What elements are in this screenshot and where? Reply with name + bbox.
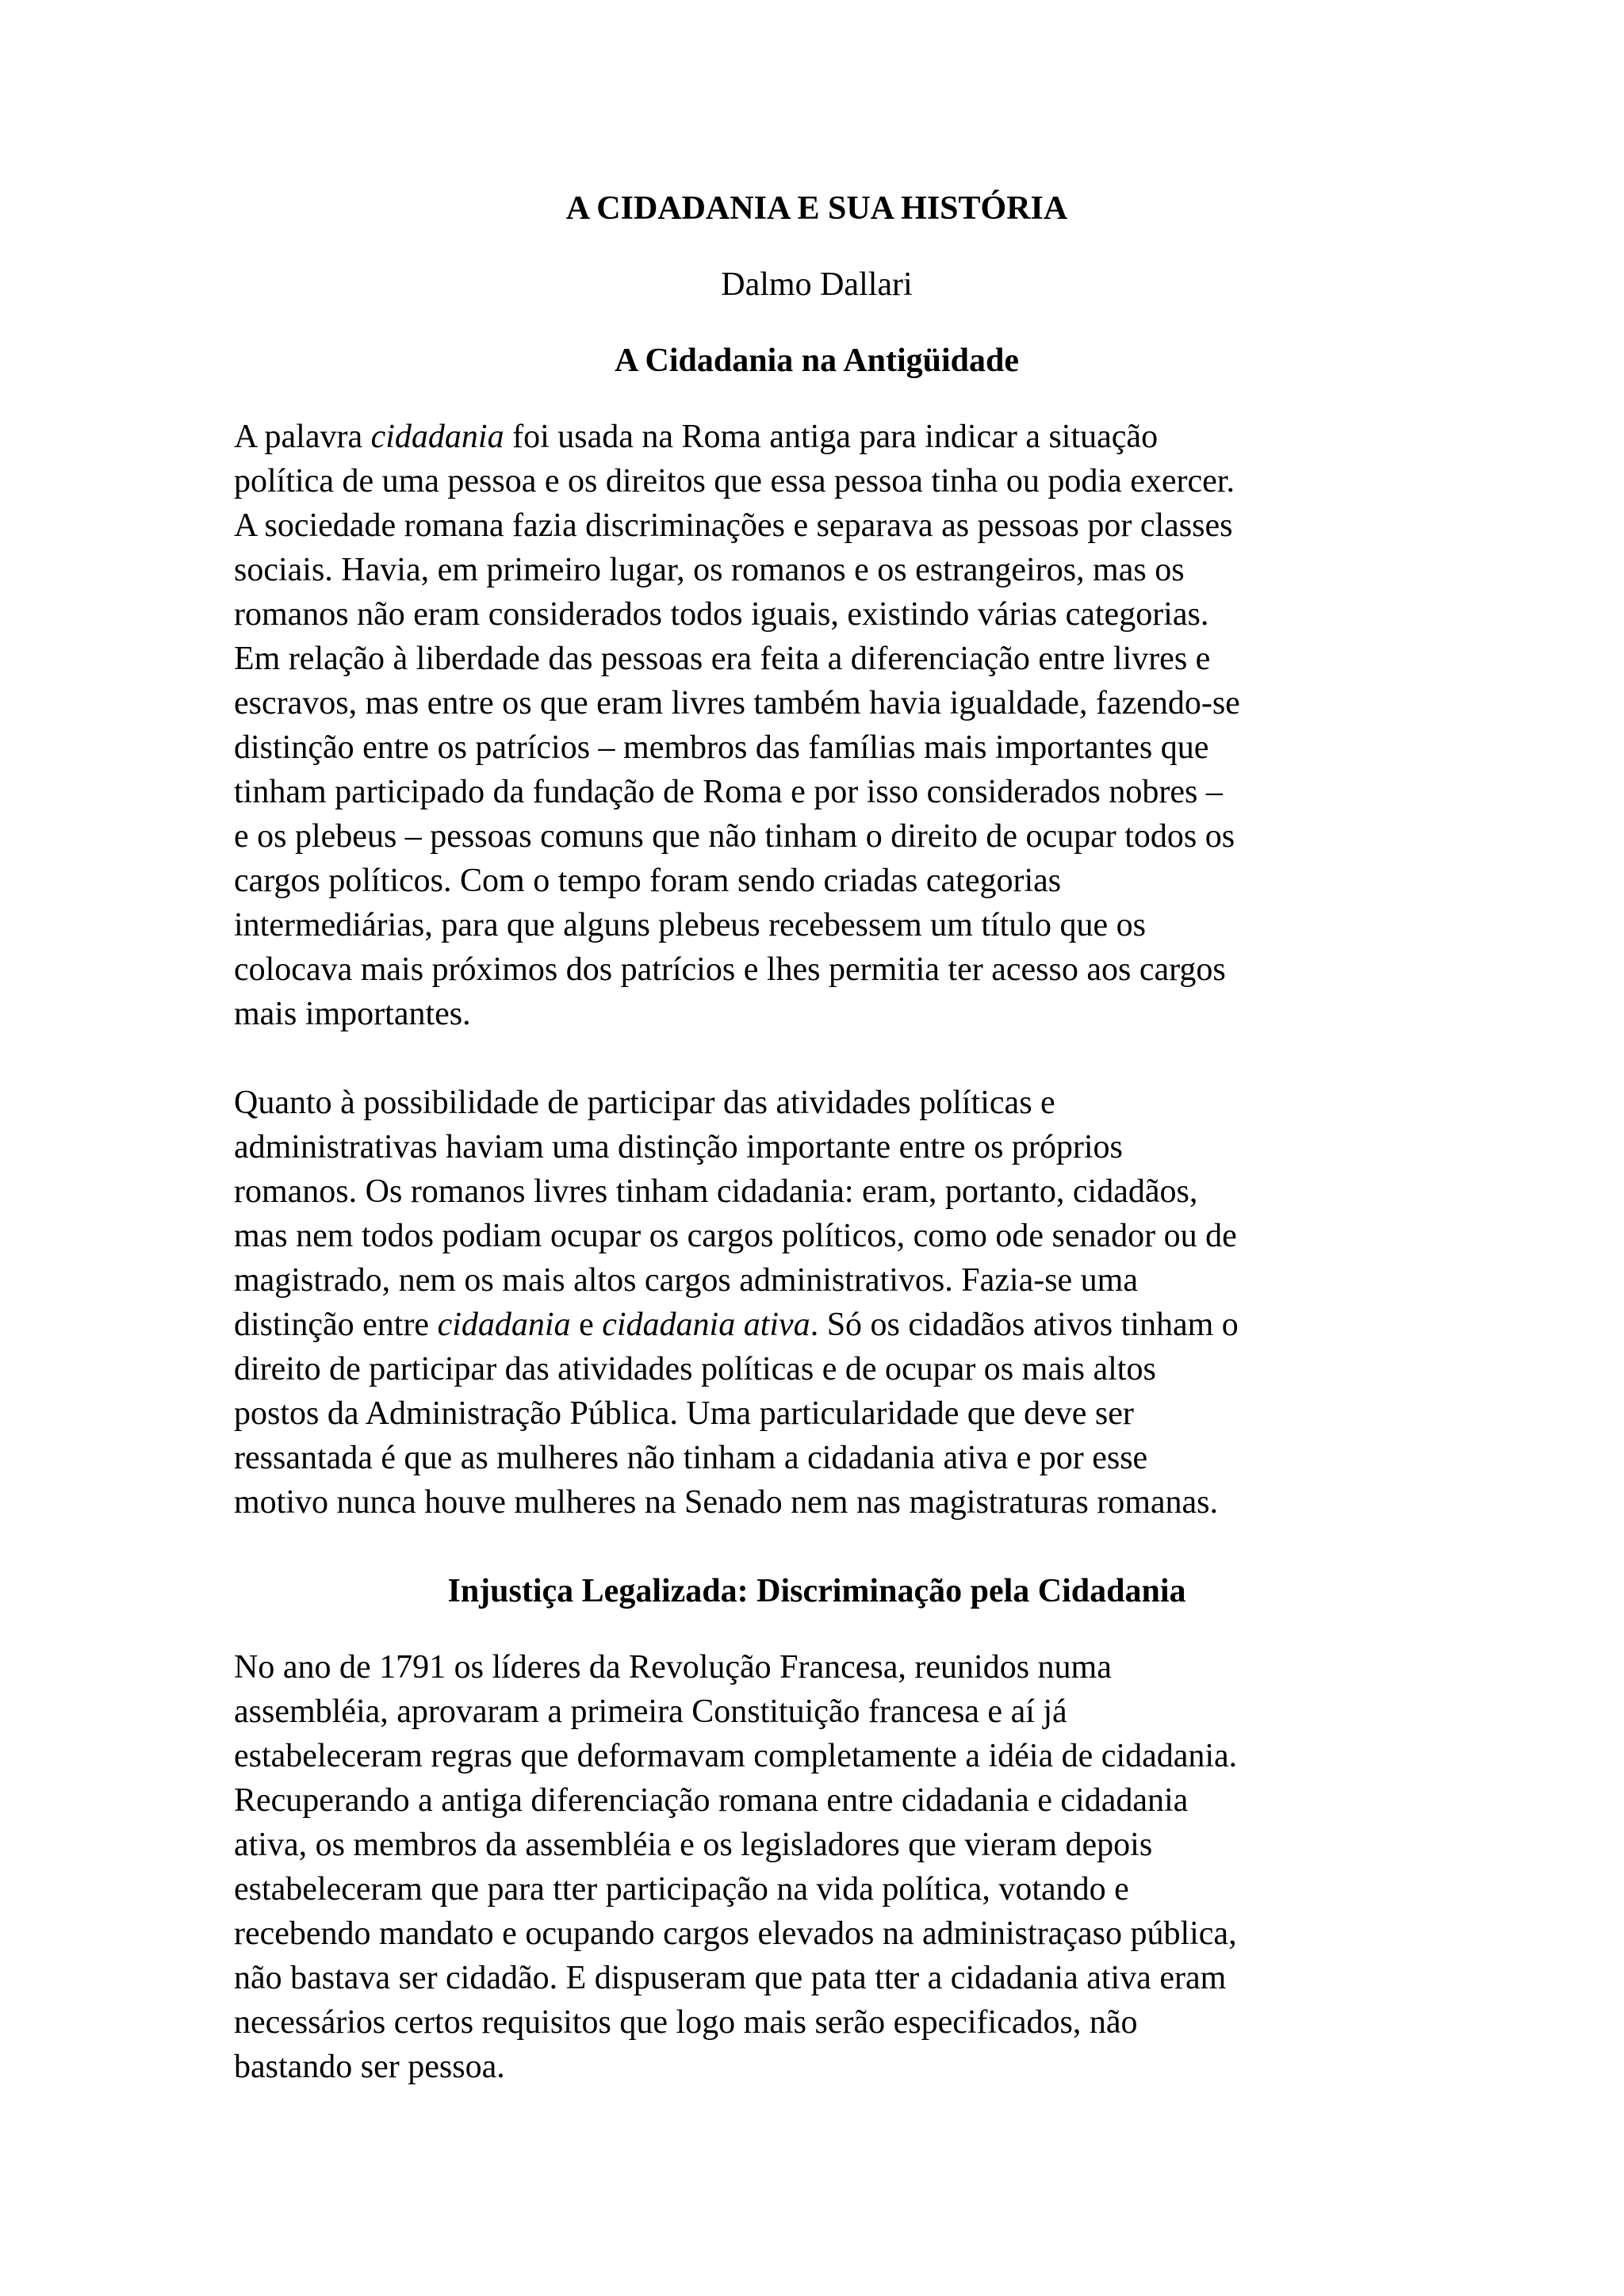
text-run: administrativas haviam uma distinção importante entre os próprios xyxy=(234,1129,1123,1165)
paragraph-line xyxy=(234,1689,1400,1734)
text-run: Recuperando a antiga diferenciação romana entre cidadania e cidadania xyxy=(234,1782,1189,1819)
document-content xyxy=(234,186,1400,2133)
paragraph-line xyxy=(234,1778,1400,1823)
text-run: A sociedade romana fazia discriminações e separava as pessoas por classes xyxy=(234,507,1233,544)
italic-term: cidadania xyxy=(437,1307,571,1343)
paragraph-line xyxy=(234,992,1400,1036)
paragraph-line xyxy=(234,1436,1400,1480)
text-run: ressantada é que as mulheres não tinham a cidadania ativa e por esse xyxy=(234,1440,1148,1476)
paragraph-line xyxy=(234,947,1400,992)
paragraph-line xyxy=(234,681,1400,725)
section-heading: Injustiça Legalizada: Discriminação pela Cidadania xyxy=(447,1573,1186,1609)
text-run: motivo nunca houve mulheres na Senado nem nas magistraturas romanas. xyxy=(234,1484,1219,1521)
text-run: mais importantes. xyxy=(234,996,471,1032)
text-run: distinção entre os patrícios – membros das famílias mais importantes que xyxy=(234,729,1209,766)
paragraph-line xyxy=(234,725,1400,770)
paragraph-line xyxy=(234,1214,1400,1258)
paragraph-line xyxy=(234,903,1400,947)
text-run: No ano de 1791 os líderes da Revolução Francesa, reunidos numa xyxy=(234,1649,1112,1686)
document-title: A CIDADANIA E SUA HISTÓRIA xyxy=(565,190,1068,227)
paragraph-line xyxy=(234,1169,1400,1214)
paragraph-line xyxy=(234,459,1400,503)
paragraph-line xyxy=(234,1125,1400,1169)
text-run: necessários certos requisitos que logo mais serão especificados, não xyxy=(234,2004,1138,2041)
paragraph-line xyxy=(234,1734,1400,1778)
paragraph xyxy=(234,415,1400,1036)
text-run: Quanto à possibilidade de participar das atividades políticas e xyxy=(234,1085,1055,1121)
paragraph-line xyxy=(234,637,1400,681)
text-run: magistrado, nem os mais altos cargos administrativos. Fazia-se uma xyxy=(234,1262,1138,1299)
paragraph-line xyxy=(234,1258,1400,1303)
text-run: foi usada na Roma antiga para indicar a situação xyxy=(504,419,1159,455)
paragraph-line xyxy=(234,770,1400,814)
text-run: direito de participar das atividades políticas e de ocupar os mais altos xyxy=(234,1351,1156,1387)
text-run: ativa, os membros da assembléia e os legisladores que vieram depois xyxy=(234,1827,1153,1863)
text-run: e os plebeus – pessoas comuns que não tinham o direito de ocupar todos os xyxy=(234,818,1235,855)
text-run: e xyxy=(570,1307,603,1343)
text-run: romanos não eram considerados todos iguais, existindo várias categorias. xyxy=(234,596,1209,633)
text-run: Em relação à liberdade das pessoas era feita a diferenciação entre livres e xyxy=(234,641,1211,677)
text-run: A palavra xyxy=(234,419,371,455)
paragraph xyxy=(234,1081,1400,1525)
paragraph-line xyxy=(234,859,1400,903)
paragraph-line xyxy=(234,1391,1400,1436)
text-run: . Só os cidadãos ativos tinham o xyxy=(810,1307,1239,1343)
italic-term: cidadania ativa xyxy=(602,1307,810,1343)
text-run: intermediárias, para que alguns plebeus recebessem um título que os xyxy=(234,907,1146,943)
paragraph-line xyxy=(234,503,1400,548)
paragraph-line xyxy=(234,2045,1400,2089)
paragraph-line xyxy=(234,1645,1400,1689)
text-run: estabeleceram que para tter participação na vida política, votando e xyxy=(234,1871,1129,1908)
paragraph-line xyxy=(234,1480,1400,1525)
paragraph-line xyxy=(234,2000,1400,2045)
text-run: cargos políticos. Com o tempo foram sendo criadas categorias xyxy=(234,863,1062,899)
paragraph-line xyxy=(234,1823,1400,1867)
paragraph-line xyxy=(234,415,1400,459)
paragraph-line xyxy=(234,1303,1400,1347)
paragraph-line xyxy=(234,1956,1400,2000)
text-run: colocava mais próximos dos patrícios e lhes permitia ter acesso aos cargos xyxy=(234,951,1226,988)
italic-term: cidadania xyxy=(370,419,504,455)
text-run: tinham participado da fundação de Roma e por isso considerados nobres – xyxy=(234,774,1223,810)
paragraph-line xyxy=(234,814,1400,859)
paragraph-line xyxy=(234,1911,1400,1956)
paragraph-line xyxy=(234,1867,1400,1911)
text-run: recebendo mandato e ocupando cargos elevados na administraçaso pública, xyxy=(234,1915,1237,1952)
paragraph-line xyxy=(234,1347,1400,1391)
paragraph-line xyxy=(234,592,1400,637)
text-run: política de uma pessoa e os direitos que essa pessoa tinha ou podia exercer. xyxy=(234,463,1235,499)
text-run: postos da Administração Pública. Uma particularidade que deve ser xyxy=(234,1395,1134,1432)
text-run: romanos. Os romanos livres tinham cidadania: eram, portanto, cidadãos, xyxy=(234,1173,1198,1210)
text-run: não bastava ser cidadão. E dispuseram que pata tter a cidadania ativa eram xyxy=(234,1960,1227,1996)
paragraph xyxy=(234,1645,1400,2089)
text-run: assembléia, aprovaram a primeira Constituição francesa e aí já xyxy=(234,1693,1067,1730)
text-run: escravos, mas entre os que eram livres também havia igualdade, fazendo-se xyxy=(234,685,1240,721)
text-run: estabeleceram regras que deformavam completamente a idéia de cidadania. xyxy=(234,1738,1238,1774)
text-run: distinção entre xyxy=(234,1307,438,1343)
text-run: mas nem todos podiam ocupar os cargos políticos, como ode senador ou de xyxy=(234,1218,1237,1254)
paragraph-line xyxy=(234,548,1400,592)
paragraph-line xyxy=(234,1081,1400,1125)
document-author: Dalmo Dallari xyxy=(721,266,913,303)
section-heading: A Cidadania na Antigüidade xyxy=(614,342,1020,379)
text-run: sociais. Havia, em primeiro lugar, os romanos e os estrangeiros, mas os xyxy=(234,552,1185,588)
text-run: bastando ser pessoa. xyxy=(234,2049,505,2085)
